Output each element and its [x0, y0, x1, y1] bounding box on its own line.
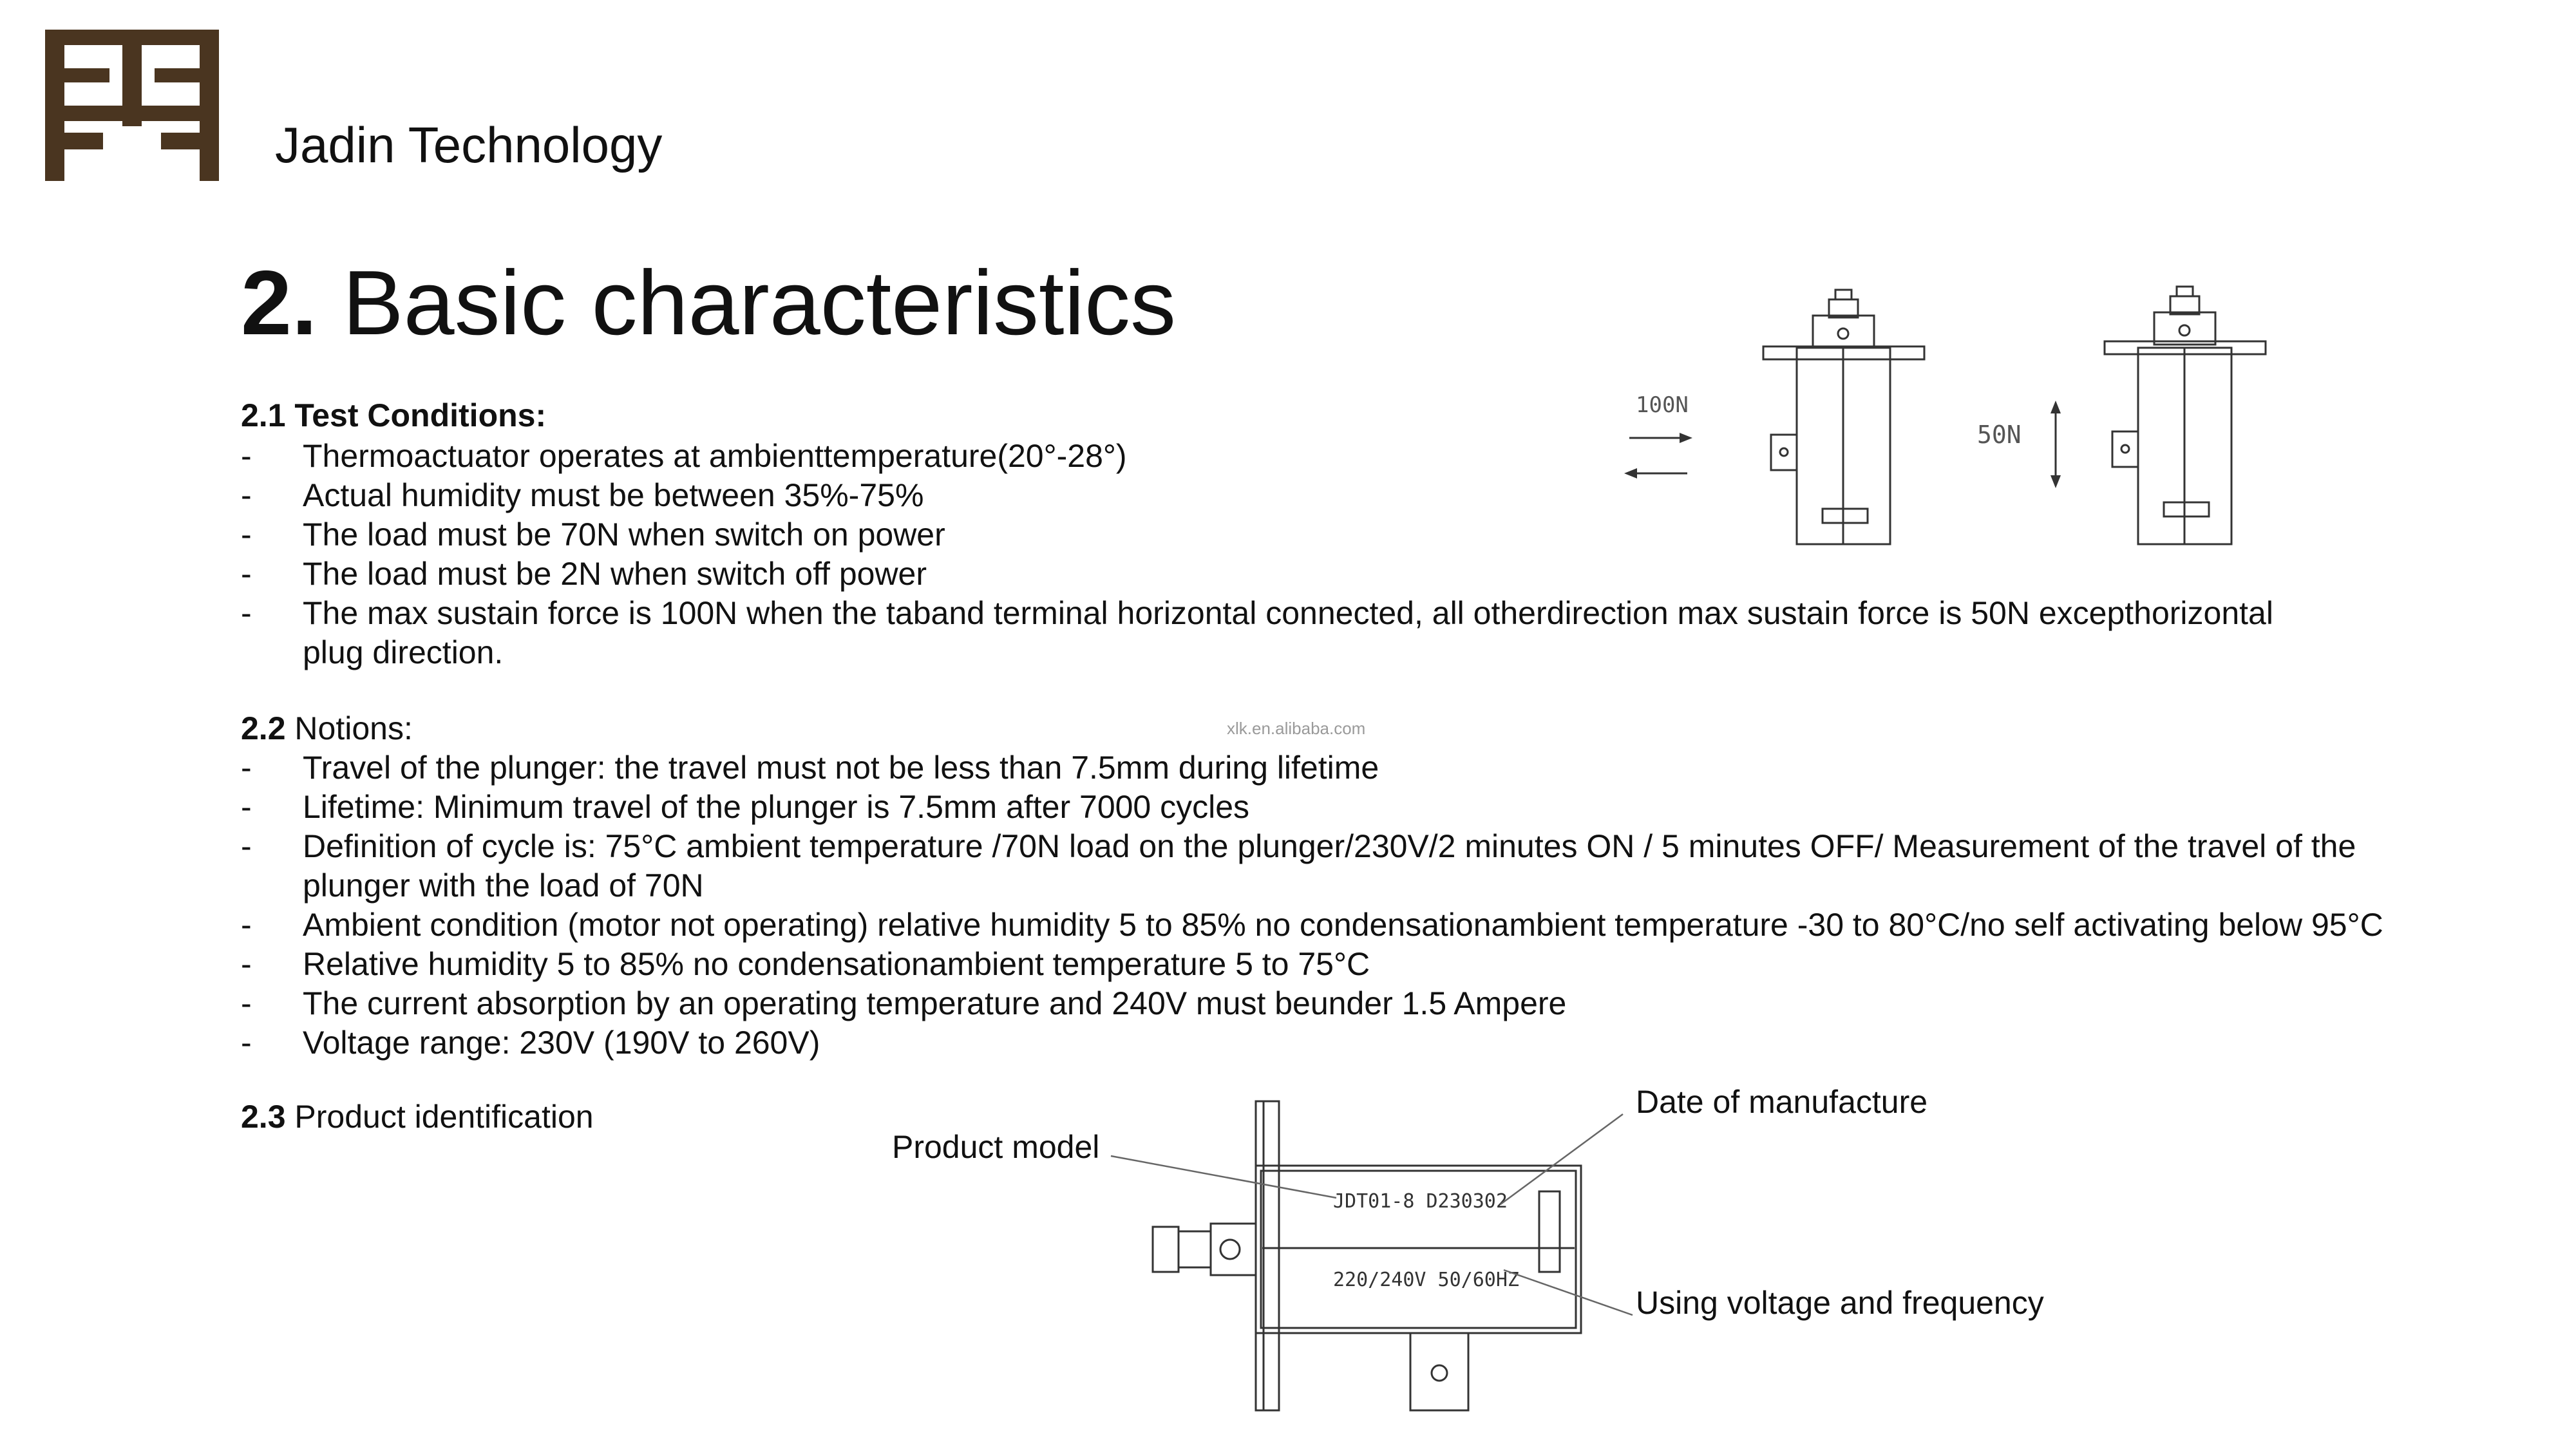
notions-title: Notions:: [285, 710, 413, 746]
list-item: - Lifetime: Minimum travel of the plunger is 7.5mm after 7000 cycles: [241, 789, 1250, 825]
list-item: - Relative humidity 5 to 85% no condensationambient temperature 5 to 75°C: [241, 946, 1370, 982]
force-label-vertical: 50N: [1977, 421, 2022, 449]
list-item: - Definition of cycle is: 75°C ambient temperature /70N load on the plunger/230V/2 minutes ON / 5 minutes OFF/ Measurement of the travel of the plunger with the load of 70N: [241, 828, 2356, 904]
list-item: - Ambient condition (motor not operating) relative humidity 5 to 85% no condensationambient temperature -30 to 80°C/no self activating below 95°C: [241, 907, 2383, 943]
section-title-text: Basic characteristics: [317, 252, 1177, 354]
callout-date-of-manufacture: Date of manufacture: [1636, 1084, 1928, 1120]
callout-product-model: Product model: [892, 1129, 1100, 1165]
force-label-horizontal: 100N: [1636, 392, 1689, 418]
list-item: - Actual humidity must be between 35%-75%: [241, 477, 924, 513]
callout-voltage-frequency: Using voltage and frequency: [1636, 1285, 2044, 1321]
section-number: 2.: [241, 252, 317, 354]
label-model-date: JDT01-8 D230302: [1333, 1190, 1508, 1213]
test-conditions-number: 2.1: [241, 397, 286, 433]
list-item: - The load must be 70N when switch on power: [241, 516, 945, 553]
watermark: xlk.en.alibaba.com: [1227, 719, 1366, 738]
list-item: - Travel of the plunger: the travel must not be less than 7.5mm during lifetime: [241, 750, 1379, 786]
product-identification-number: 2.3: [241, 1099, 286, 1135]
list-item: - The current absorption by an operating temperature and 240V must beunder 1.5 Ampere: [241, 985, 1567, 1021]
test-conditions-title: Test Conditions:: [285, 397, 547, 433]
list-item: - The load must be 2N when switch off power: [241, 556, 927, 592]
list-item: - Voltage range: 230V (190V to 260V): [241, 1025, 820, 1061]
label-voltage-frequency: 220/240V 50/60HZ: [1333, 1269, 1519, 1291]
notions-number: 2.2: [241, 710, 286, 746]
list-item: - Thermoactuator operates at ambienttemperature(20°-28°): [241, 438, 1127, 474]
list-item: - The max sustain force is 100N when the taband terminal horizontal connected, all otherdirection max sustain force is 50N excepthorizontal plug direction.: [241, 595, 2273, 670]
company-name: Jadin Technology: [275, 117, 663, 173]
product-identification-title: Product identification: [285, 1099, 594, 1135]
